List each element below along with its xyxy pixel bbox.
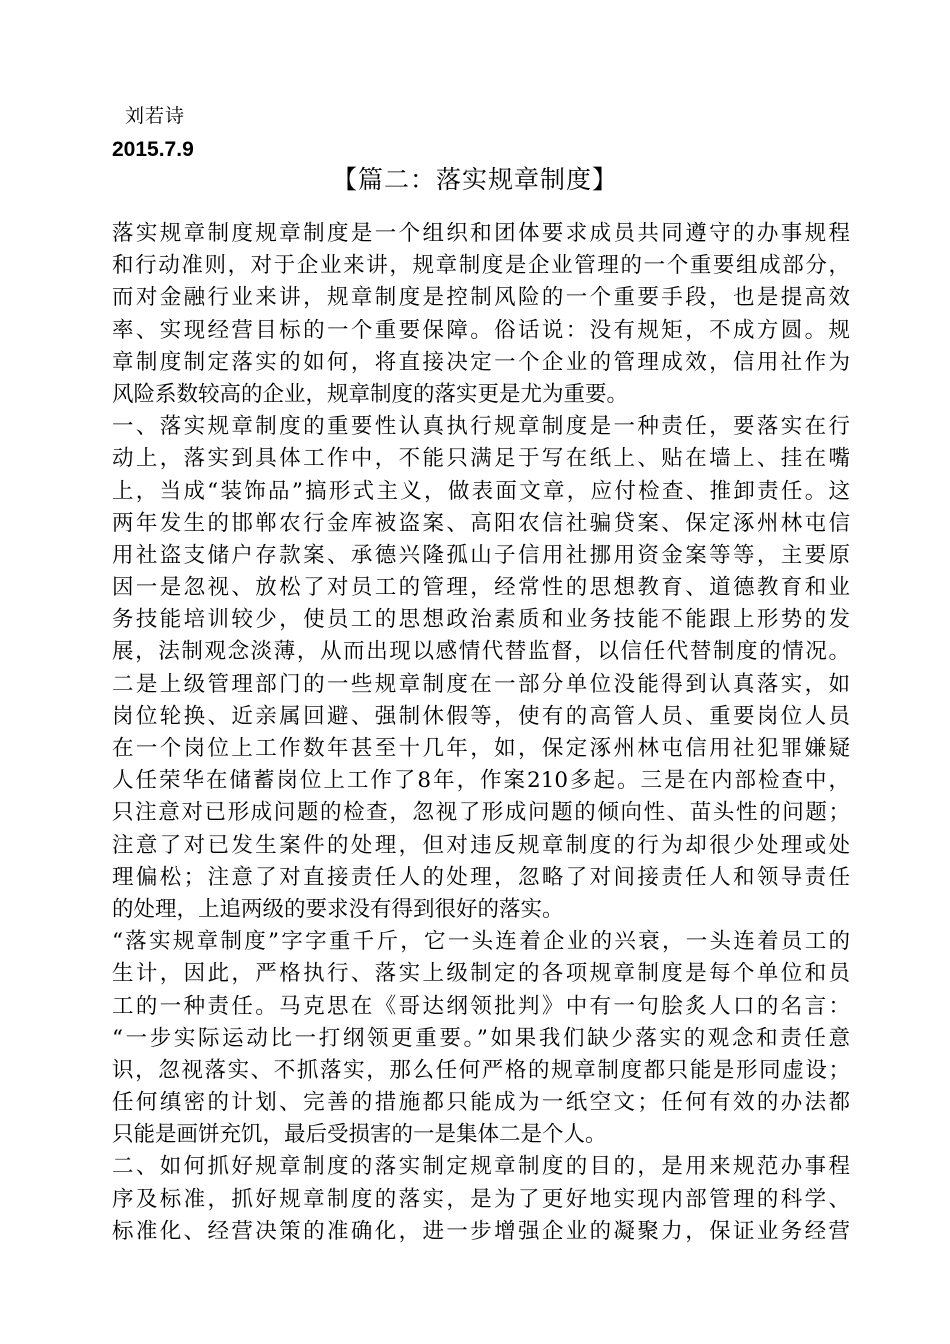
body-line: 务技能培训较少，使员工的思想政治素质和业务技能不能跟上形势的发 (112, 607, 850, 633)
body-line: 人任荣华在储蓄岗位上工作了8年，作案210多起。三是在内部检查中， (112, 768, 850, 794)
body-line: “落实规章制度”字字重千斤，它一头连着企业的兴衰，一头连着员工的 (112, 929, 850, 955)
body-line: 只能是画饼充饥，最后受损害的一是集体二是个人。 (112, 1122, 607, 1148)
body-line: 理偏松；注意了对直接责任人的处理，忽略了对间接责任人和领导责任 (112, 864, 850, 890)
body-line: 工的一种责任。马克思在《哥达纲领批判》中有一句脍炙人口的名言： (112, 993, 850, 1019)
body-line: 生计，因此，严格执行、落实上级制定的各项规章制度是每个单位和员 (112, 961, 850, 987)
body-line: 章制度制定落实的如何，将直接决定一个企业的管理成效，信用社作为 (112, 349, 850, 375)
section-title: 【篇二：落实规章制度】 (331, 165, 618, 194)
body-line: 序及标准，抓好规章制度的落实，是为了更好地实现内部管理的科学、 (112, 1186, 850, 1212)
body-line: “一步实际运动比一打纲领更重要。”如果我们缺少落实的观念和责任意 (112, 1025, 850, 1051)
body-line: 只注意对已形成问题的检查，忽视了形成问题的倾向性、苗头性的问题； (112, 800, 850, 826)
body-line: 二是上级管理部门的一些规章制度在一部分单位没能得到认真落实，如 (112, 671, 850, 697)
body-line: 标准化、经营决策的准确化，进一步增强企业的凝聚力，保证业务经营 (112, 1218, 850, 1244)
body-line: 落实规章制度规章制度是一个组织和团体要求成员共同遵守的办事规程 (112, 221, 850, 246)
body-line: 二、如何抓好规章制度的落实制定规章制度的目的，是用来规范办事程 (112, 1154, 850, 1180)
body-line: 风险系数较高的企业，规章制度的落实更是尤为重要。 (112, 381, 629, 407)
body-line: 两年发生的邯郸农行金库被盗案、高阳农信社骗贷案、保定涿州林屯信 (112, 510, 850, 536)
body-line: 因一是忽视、放松了对员工的管理，经常性的思想教育、道德教育和业 (112, 575, 850, 601)
body-line: 和行动准则，对于企业来讲，规章制度是企业管理的一个重要组成部分， (112, 253, 850, 279)
body-line: 的处理，上追两级的要求没有得到很好的落实。 (112, 896, 564, 922)
document-date: 2015.7.9 (112, 138, 194, 161)
body-line: 岗位轮换、近亲属回避、强制休假等，使有的高管人员、重要岗位人员 (112, 703, 850, 729)
body-line: 识，忽视落实、不抓落实，那么任何严格的规章制度都只能是形同虚设； (112, 1057, 850, 1083)
body-text (112, 218, 850, 1248)
body-line: 一、落实规章制度的重要性认真执行规章制度是一种责任，要落实在行 (112, 414, 850, 440)
body-line: 注意了对已发生案件的处理，但对违反规章制度的行为却很少处理或处 (112, 832, 850, 858)
body-line: 在一个岗位上工作数年甚至十几年，如，保定涿州林屯信用社犯罪嫌疑 (112, 736, 850, 761)
body-line: 任何缜密的计划、完善的措施都只能成为一纸空文；任何有效的办法都 (112, 1090, 850, 1116)
body-line: 而对金融行业来讲，规章制度是控制风险的一个重要手段，也是提高效 (112, 285, 850, 311)
body-line: 用社盗支储户存款案、承德兴隆孤山子信用社挪用资金案等等，主要原 (112, 542, 850, 568)
author-name: 刘若诗 (125, 105, 186, 127)
body-line: 上，当成“装饰品”搞形式主义，做表面文章，应付检查、推卸责任。这 (112, 478, 850, 504)
body-line: 展，法制观念淡薄，从而出现以感情代替监督，以信任代替制度的情况。 (112, 639, 850, 665)
body-line: 率、实现经营目标的一个重要保障。俗话说：没有规矩，不成方圆。规 (112, 317, 850, 343)
body-line: 动上，落实到具体工作中，不能只满足于写在纸上、贴在墙上、挂在嘴 (112, 446, 850, 472)
